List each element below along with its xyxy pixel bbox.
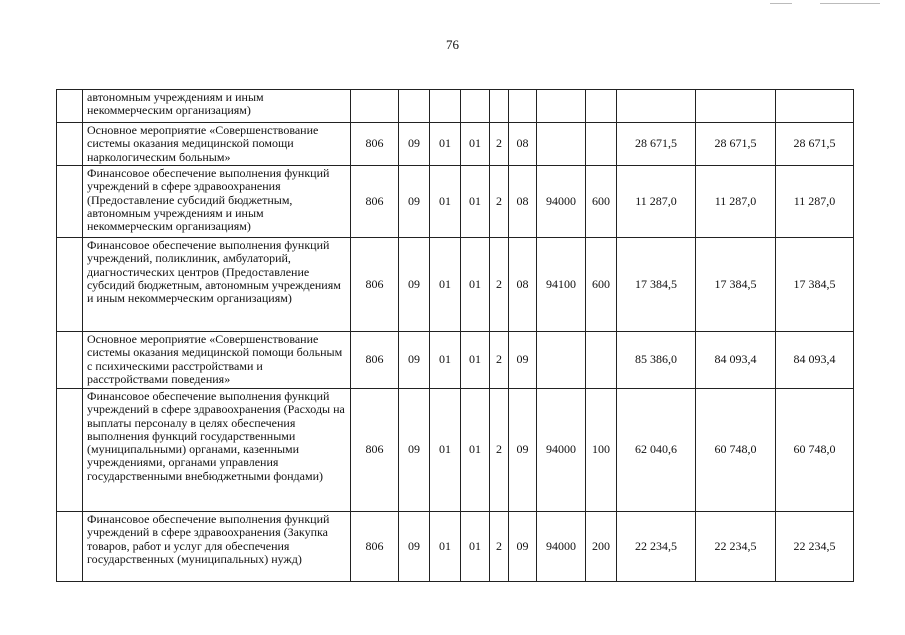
csr-part3-cell: 08: [509, 238, 537, 332]
vr-cell: [586, 332, 617, 389]
vr-cell: 200: [586, 512, 617, 582]
pr-cell: 01: [430, 332, 461, 389]
csr-part1-cell: [461, 90, 490, 123]
index-cell: [57, 238, 83, 332]
grbs-cell: 806: [351, 512, 399, 582]
item-name: Финансовое обеспечение выполнения функций учреждений в сфере здравоохранения (Расходы на выплаты персоналу в целях обеспечения выполнения функций государственными (муниципальными) органами, казенными учреждениями, органами управления государственными внебюджетными фондами): [83, 389, 351, 512]
csr-part1-cell: 01: [461, 332, 490, 389]
page-number: 76: [446, 37, 459, 52]
csr-part2-cell: 2: [490, 238, 509, 332]
sum-year1-cell: [617, 90, 696, 123]
csr-part3-cell: 08: [509, 166, 537, 238]
grbs-cell: 806: [351, 332, 399, 389]
csr-part2-cell: 2: [490, 512, 509, 582]
pr-cell: 01: [430, 389, 461, 512]
rz-cell: 09: [399, 332, 430, 389]
csr-part1-cell: 01: [461, 389, 490, 512]
csr-part1-cell: 01: [461, 123, 490, 166]
csr-part3-cell: 09: [509, 332, 537, 389]
csr-part3-cell: [509, 90, 537, 123]
scan-artifact-line: [770, 3, 792, 4]
grbs-cell: 806: [351, 166, 399, 238]
pr-cell: 01: [430, 238, 461, 332]
csr-part4-cell: [537, 90, 586, 123]
sum-year3-cell: [776, 90, 854, 123]
csr-part4-cell: 94000: [537, 512, 586, 582]
csr-part4-cell: 94100: [537, 238, 586, 332]
pr-cell: 01: [430, 166, 461, 238]
grbs-cell: 806: [351, 389, 399, 512]
item-name: Финансовое обеспечение выполнения функций учреждений в сфере здравоохранения (Закупка товаров, работ и услуг для обеспечения государственных (муниципальных) нужд): [83, 512, 351, 582]
vr-cell: [586, 123, 617, 166]
sum-year2-cell: 22 234,5: [696, 512, 776, 582]
csr-part3-cell: 09: [509, 389, 537, 512]
sum-year1-cell: 85 386,0: [617, 332, 696, 389]
csr-part4-cell: [537, 123, 586, 166]
index-cell: [57, 90, 83, 123]
item-name: Основное мероприятие «Совершенствование системы оказания медицинской помощи больным с психическими расстройствами и расстройствами поведения»: [83, 332, 351, 389]
csr-part2-cell: 2: [490, 166, 509, 238]
sum-year2-cell: [696, 90, 776, 123]
pr-cell: 01: [430, 123, 461, 166]
table-row: [57, 389, 854, 512]
csr-part2-cell: [490, 90, 509, 123]
vr-cell: [586, 90, 617, 123]
table-row: [57, 123, 854, 166]
sum-year3-cell: 28 671,5: [776, 123, 854, 166]
rz-cell: 09: [399, 512, 430, 582]
sum-year3-cell: 22 234,5: [776, 512, 854, 582]
item-name: автономным учреждениям и иным некоммерческим организациям): [83, 90, 351, 123]
csr-part3-cell: 09: [509, 512, 537, 582]
sum-year2-cell: 11 287,0: [696, 166, 776, 238]
budget-table: [56, 89, 854, 582]
table-row: [57, 332, 854, 389]
index-cell: [57, 389, 83, 512]
sum-year1-cell: 28 671,5: [617, 123, 696, 166]
pr-cell: 01: [430, 512, 461, 582]
sum-year3-cell: 11 287,0: [776, 166, 854, 238]
csr-part4-cell: 94000: [537, 389, 586, 512]
grbs-cell: [351, 90, 399, 123]
csr-part2-cell: 2: [490, 332, 509, 389]
sum-year1-cell: 11 287,0: [617, 166, 696, 238]
rz-cell: 09: [399, 389, 430, 512]
rz-cell: 09: [399, 123, 430, 166]
sum-year1-cell: 22 234,5: [617, 512, 696, 582]
sum-year2-cell: 84 093,4: [696, 332, 776, 389]
sum-year1-cell: 17 384,5: [617, 238, 696, 332]
rz-cell: 09: [399, 238, 430, 332]
table-row: [57, 166, 854, 238]
item-name: Финансовое обеспечение выполнения функций учреждений в сфере здравоохранения (Предоставление субсидий бюджетным, автономным учреждениям и иным некоммерческим организациям): [83, 166, 351, 238]
grbs-cell: 806: [351, 123, 399, 166]
sum-year3-cell: 84 093,4: [776, 332, 854, 389]
sum-year3-cell: 17 384,5: [776, 238, 854, 332]
vr-cell: 600: [586, 166, 617, 238]
index-cell: [57, 123, 83, 166]
rz-cell: 09: [399, 166, 430, 238]
index-cell: [57, 332, 83, 389]
item-name: Финансовое обеспечение выполнения функций учреждений, поликлиник, амбулаторий, диагностических центров (Предоставление субсидий бюджетным, автономным учреждениям и иным некоммерческим организациям): [83, 238, 351, 332]
sum-year1-cell: 62 040,6: [617, 389, 696, 512]
table-body: [57, 90, 854, 582]
grbs-cell: 806: [351, 238, 399, 332]
table-row: [57, 90, 854, 123]
index-cell: [57, 512, 83, 582]
sum-year2-cell: 28 671,5: [696, 123, 776, 166]
scan-artifact-line: [820, 3, 880, 4]
sum-year3-cell: 60 748,0: [776, 389, 854, 512]
sum-year2-cell: 60 748,0: [696, 389, 776, 512]
vr-cell: 100: [586, 389, 617, 512]
csr-part2-cell: 2: [490, 123, 509, 166]
item-name: Основное мероприятие «Совершенствование системы оказания медицинской помощи наркологическим больным»: [83, 123, 351, 166]
csr-part1-cell: 01: [461, 166, 490, 238]
csr-part3-cell: 08: [509, 123, 537, 166]
pr-cell: [430, 90, 461, 123]
csr-part4-cell: 94000: [537, 166, 586, 238]
table-row: [57, 512, 854, 582]
sum-year2-cell: 17 384,5: [696, 238, 776, 332]
rz-cell: [399, 90, 430, 123]
csr-part1-cell: 01: [461, 238, 490, 332]
csr-part1-cell: 01: [461, 512, 490, 582]
table-row: [57, 238, 854, 332]
vr-cell: 600: [586, 238, 617, 332]
csr-part2-cell: 2: [490, 389, 509, 512]
index-cell: [57, 166, 83, 238]
csr-part4-cell: [537, 332, 586, 389]
